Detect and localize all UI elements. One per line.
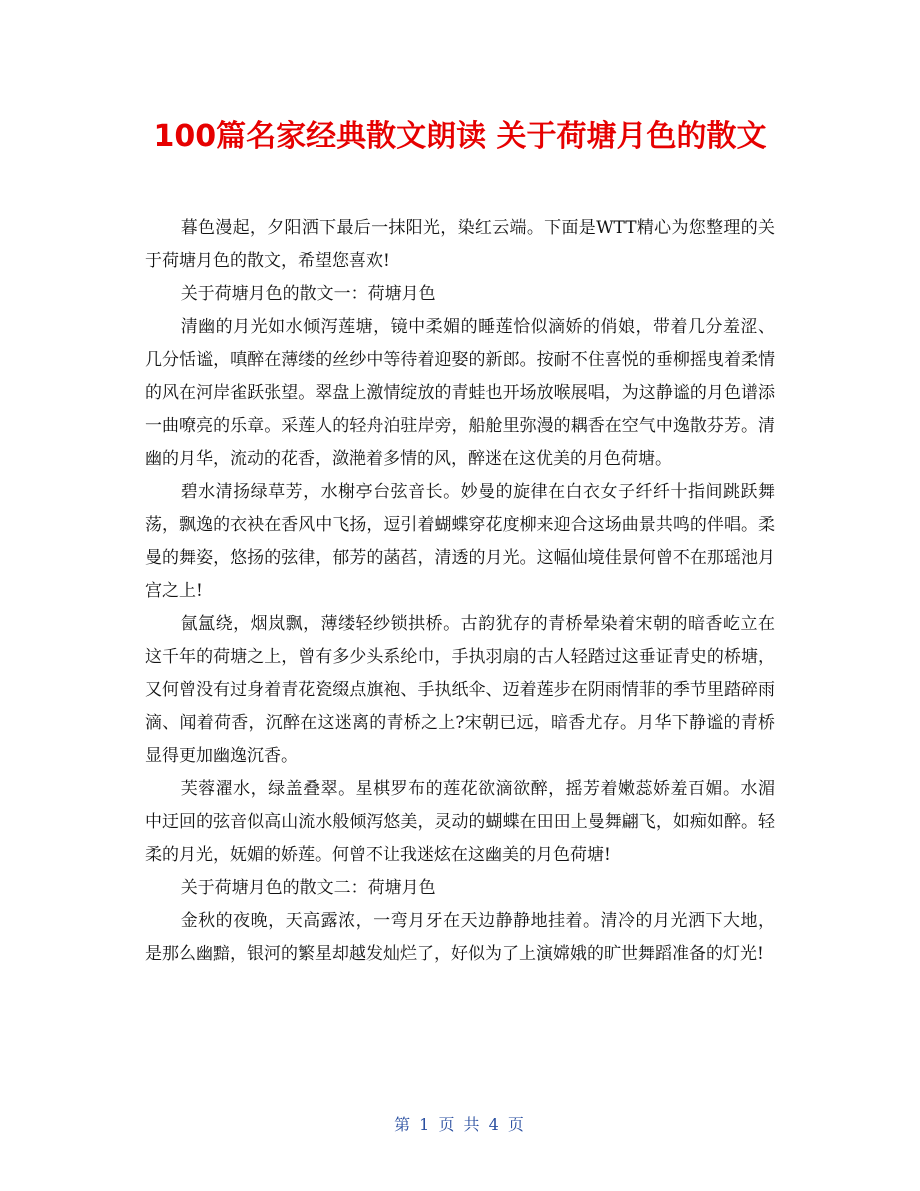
article-paragraph: 金秋的夜晚，天高露浓，一弯月牙在天边静静地挂着。清冷的月光洒下大地，是那么幽黯，银河的繁星却越发灿烂了，好似为了上演嫦娥的旷世舞蹈准备的灯光! (145, 911, 775, 964)
page-title: 100篇名家经典散文朗读 关于荷塘月色的散文 (153, 119, 767, 154)
article-paragraph: 清幽的月光如水倾泻莲塘，镜中柔媚的睡莲恰似滴娇的俏娘，带着几分羞涩、几分恬谧，嗔醉在薄缕的丝纱中等待着迎娶的新郎。按耐不住喜悦的垂柳摇曳着柔情的风在河岸雀跃张望。翠盘上激情绽放的青蛙也开场放喉展唱，为这静谧的月色谱添一曲嘹亮的乐章。采莲人的轻舟泊驻岸旁，船舱里弥漫的耦香在空气中逸散芬芳。清幽的月华，流动的花香，潋滟着多情的风，醉迷在这优美的月色荷塘。 (145, 317, 775, 469)
page-number-footer: 第 1 页 共 4 页 (394, 1115, 526, 1134)
article-paragraph: 氤氲绕，烟岚飘，薄缕轻纱锁拱桥。古韵犹存的青桥晕染着宋朝的暗香屹立在这千年的荷塘之上，曾有多少头系纶巾，手执羽扇的古人轻踏过这垂证青史的桥塘，又何曾没有过身着青花瓷缀点旗袍、手执纸伞、迈着莲步在阴雨情菲的季节里踏碎雨滴、闻着荷香，沉醉在这迷离的青桥之上?宋朝已远，暗香尤存。月华下静谧的青桥显得更加幽逸沉香。 (145, 614, 775, 766)
intro-paragraph: 暮色漫起，夕阳洒下最后一抹阳光，染红云端。下面是WTT精心为您整理的关于荷塘月色的散文，希望您喜欢! (145, 218, 775, 271)
section-heading-two: 关于荷塘月色的散文二：荷塘月色 (180, 878, 436, 898)
section-heading-one: 关于荷塘月色的散文一：荷塘月色 (180, 284, 436, 304)
article-paragraph: 芙蓉濯水，绿盖叠翠。星棋罗布的莲花欲滴欲醉，摇芳着嫩蕊娇羞百媚。水湄中迂回的弦音似高山流水般倾泻悠美，灵动的蝴蝶在田田上曼舞翩飞，如痴如醉。轻柔的月光，妩媚的娇莲。何曾不让我迷炫在这幽美的月色荷塘! (145, 779, 775, 865)
article-paragraph: 碧水清扬绿草芳，水榭亭台弦音长。妙曼的旋律在白衣女子纤纤十指间跳跃舞荡，飘逸的衣袂在香风中飞扬，逗引着蝴蝶穿花度柳来迎合这场曲景共鸣的伴唱。柔曼的舞姿，悠扬的弦律，郁芳的菡萏，清透的月光。这幅仙境佳景何曾不在那瑶池月宫之上! (145, 482, 775, 601)
article-body (145, 212, 775, 971)
